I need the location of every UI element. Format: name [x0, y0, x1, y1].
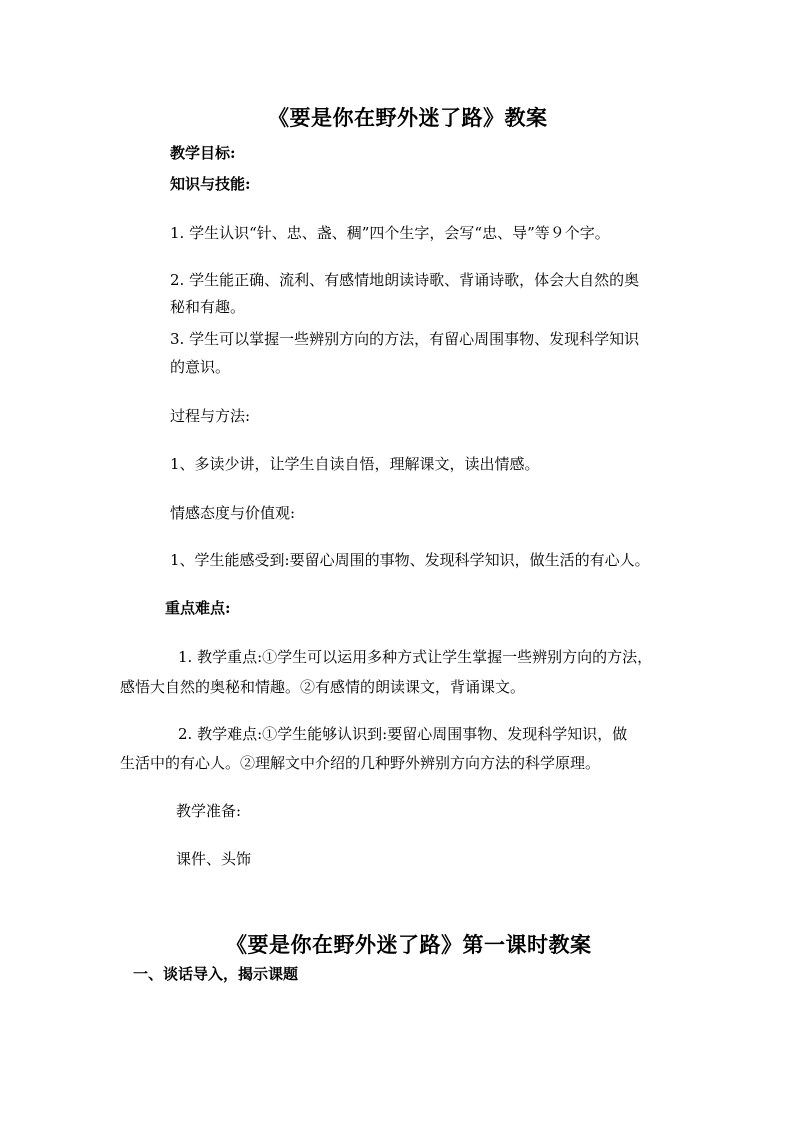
key-point-1-line-2: 感悟大自然的奥秘和情趣。②有感情的朗读课文，背诵课文。 — [120, 678, 526, 696]
key-difficulty-heading: 重点难点: — [165, 599, 231, 617]
document-title: 《要是你在野外迷了路》教案 — [268, 105, 548, 130]
process-heading: 过程与方法: — [170, 407, 251, 425]
emotion-heading: 情感态度与价值观: — [170, 504, 296, 522]
objectives-heading: 教学目标: — [170, 144, 236, 162]
section-one-heading: 一、谈话导入，揭示课题 — [133, 965, 299, 983]
knowledge-heading: 知识与技能: — [170, 175, 251, 193]
knowledge-item-1: 1. 学生认识“针、忠、盏、稠”四个生字，会写“忠、导”等９个字。 — [170, 224, 610, 242]
knowledge-item-2-line-1: 2. 学生能正确、流利、有感情地朗读诗歌、背诵诗歌，体会大自然的奥 — [170, 271, 640, 289]
knowledge-item-3-line-1: 3. 学生可以掌握一些辨别方向的方法，有留心周围事物、发现科学知识 — [170, 330, 640, 348]
key-point-2-line-2: 生活中的有心人。②理解文中介绍的几种野外辨别方向方法的科学原理。 — [120, 754, 601, 772]
lesson-one-title: 《要是你在野外迷了路》第一课时教案 — [226, 932, 592, 957]
key-point-2-line-1: 2. 教学难点:①学生能够认识到:要留心周围事物、发现科学知识，做 — [178, 725, 628, 743]
preparation-heading: 教学准备: — [176, 802, 242, 820]
knowledge-item-3-line-2: 的意识。 — [170, 358, 231, 376]
preparation-item: 课件、头饰 — [176, 850, 252, 868]
key-point-1-line-1: 1. 教学重点:①学生可以运用多种方式让学生掌握一些辨别方向的方法， — [178, 648, 653, 666]
emotion-item: 1、学生能感受到:要留心周围的事物、发现科学知识，做生活的有心人。 — [170, 551, 650, 569]
knowledge-item-2-line-2: 秘和有趣。 — [170, 298, 246, 316]
process-item: 1、多读少讲，让学生自读自悟，理解课文，读出情感。 — [170, 455, 540, 473]
